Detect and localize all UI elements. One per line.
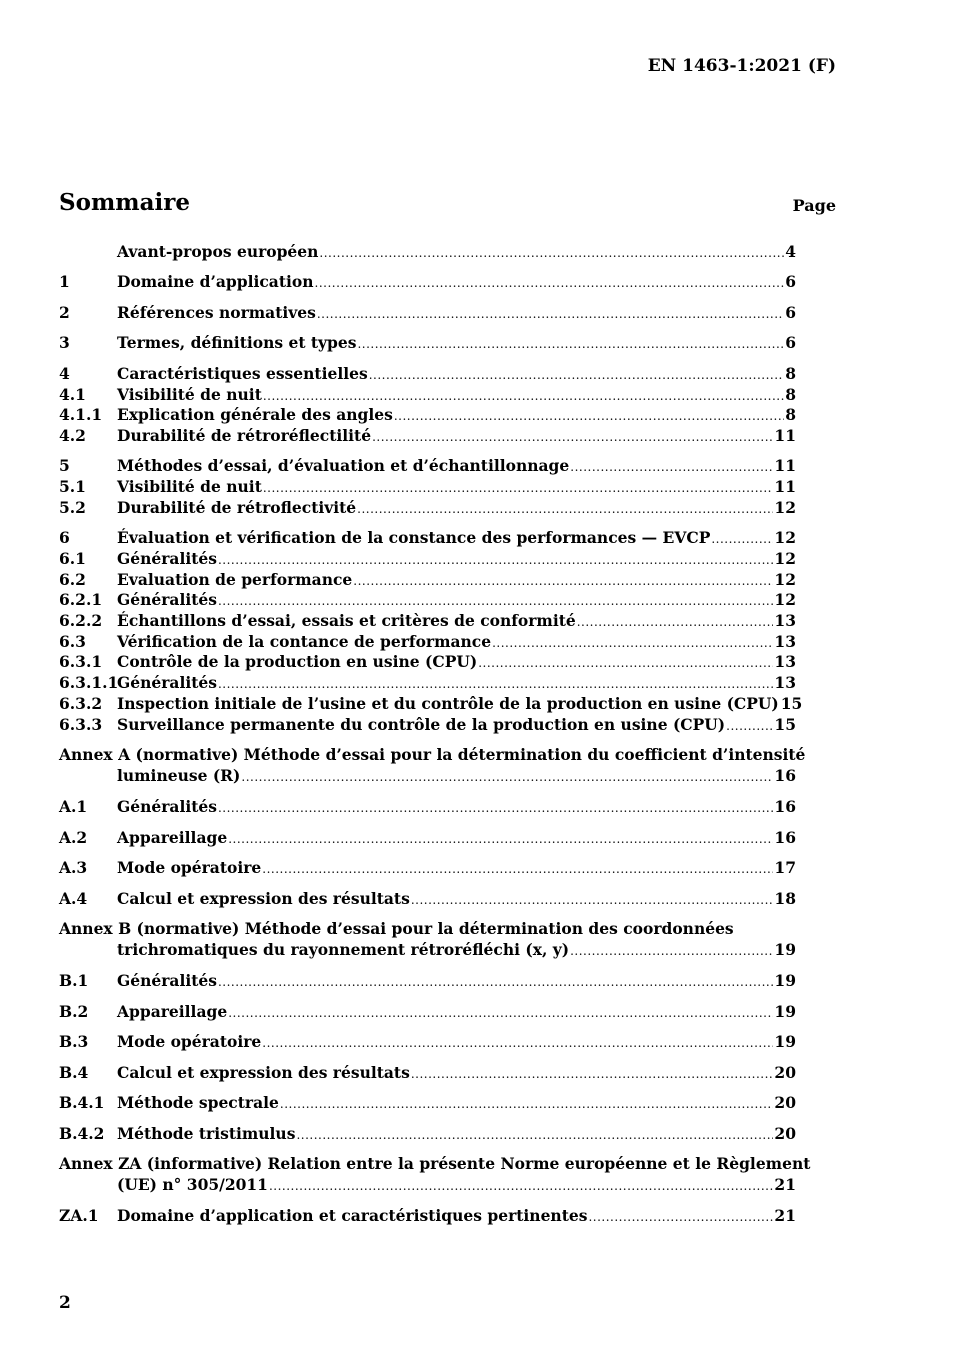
toc-annex-heading[interactable] bbox=[59, 745, 806, 787]
toc-entry[interactable] bbox=[59, 426, 796, 447]
toc-entry[interactable] bbox=[59, 828, 796, 849]
document-id: EN 1463-1:2021 (F) bbox=[647, 56, 836, 76]
toc-entry-number: 4.1 bbox=[59, 384, 86, 404]
toc-entry-number: B.4.2 bbox=[59, 1123, 105, 1143]
toc-entry-page: 16 bbox=[774, 827, 796, 847]
toc-entry-title: Durabilité de rétroflectivité bbox=[117, 497, 357, 517]
toc-entry[interactable] bbox=[59, 1032, 796, 1053]
toc-entry-title: Visibilité de nuit bbox=[117, 477, 262, 497]
toc-entry-number: 6.2.1 bbox=[59, 590, 103, 610]
dot-leader bbox=[218, 550, 773, 571]
toc-entry[interactable] bbox=[59, 858, 796, 879]
toc-entry[interactable] bbox=[59, 715, 796, 736]
dot-leader bbox=[218, 972, 773, 993]
toc-entry-title: Évaluation et vérification de la constance des performances — EVCP bbox=[117, 528, 711, 548]
dot-leader bbox=[372, 427, 773, 448]
toc-entry-page: 18 bbox=[774, 888, 796, 908]
toc-entry-title: Références normatives bbox=[117, 302, 316, 322]
toc-entry-number: 6.3.1.1 bbox=[59, 673, 119, 693]
toc-entry-title: Durabilité de rétroréflectilité bbox=[117, 426, 372, 445]
toc-entry-page: 11 bbox=[774, 426, 796, 445]
toc-entry[interactable] bbox=[59, 1124, 796, 1145]
dot-leader bbox=[269, 1176, 773, 1197]
toc-entry-page: 13 bbox=[774, 652, 796, 672]
dot-leader bbox=[357, 499, 773, 520]
dot-leader bbox=[492, 633, 773, 654]
toc-entry-number: B.1 bbox=[59, 971, 89, 991]
toc-entry-title: Domaine d’application bbox=[117, 272, 314, 292]
toc-entry-page: 13 bbox=[774, 673, 796, 693]
toc-entry[interactable] bbox=[59, 549, 796, 570]
dot-leader bbox=[588, 1207, 773, 1228]
toc-entry-page: 12 bbox=[774, 549, 796, 569]
toc-entry[interactable] bbox=[59, 797, 796, 818]
toc-entry[interactable] bbox=[59, 971, 796, 992]
dot-leader bbox=[296, 1125, 773, 1146]
toc-entry-number: A.2 bbox=[59, 827, 88, 847]
toc-entry-number: 6.1 bbox=[59, 549, 86, 569]
toc-entry[interactable] bbox=[59, 693, 803, 715]
dot-leader bbox=[353, 571, 773, 592]
toc-entry-page: 20 bbox=[774, 1093, 796, 1113]
dot-leader bbox=[726, 716, 773, 737]
toc-entry-title: Généralités bbox=[117, 590, 217, 610]
toc-entry[interactable] bbox=[59, 632, 796, 653]
toc-entry-page: 6 bbox=[785, 272, 796, 292]
annex-title-line2: lumineuse (R) bbox=[117, 765, 241, 785]
toc-entry-page: 12 bbox=[774, 590, 796, 610]
toc-entry[interactable] bbox=[59, 652, 796, 673]
dot-leader bbox=[218, 798, 773, 819]
toc-entry-page: 8 bbox=[785, 363, 796, 383]
toc-entry-number: 5.1 bbox=[59, 477, 86, 497]
toc-entry-page: 15 bbox=[780, 693, 803, 713]
dot-leader bbox=[319, 243, 784, 264]
toc-entry-number: ZA.1 bbox=[59, 1206, 99, 1226]
toc-entry-title: Appareillage bbox=[117, 1001, 228, 1021]
toc-entry-page: 11 bbox=[774, 456, 796, 476]
toc-entry-number: 1 bbox=[59, 272, 70, 292]
toc-entry[interactable] bbox=[59, 272, 796, 293]
page-number: 2 bbox=[59, 1293, 71, 1313]
toc-entry-number: 3 bbox=[59, 333, 70, 353]
toc-entry-title: Généralités bbox=[117, 673, 217, 693]
dot-leader bbox=[478, 653, 773, 674]
toc-entry-page: 16 bbox=[774, 765, 796, 785]
dot-leader bbox=[218, 674, 773, 695]
toc-entry-page: 21 bbox=[774, 1206, 796, 1226]
dot-leader bbox=[711, 529, 773, 550]
toc-entry[interactable] bbox=[59, 242, 796, 263]
toc-entry-title: Calcul et expression des résultats bbox=[117, 888, 410, 908]
dot-leader bbox=[315, 273, 785, 294]
dot-leader bbox=[357, 334, 784, 355]
dot-leader bbox=[262, 1033, 773, 1054]
toc-entry-page: 16 bbox=[774, 797, 796, 817]
toc-entry[interactable] bbox=[59, 590, 796, 611]
toc-entry-title: Vérification de la contance de performance bbox=[117, 631, 492, 651]
toc-entry-number: 4 bbox=[59, 363, 70, 383]
toc-entry[interactable] bbox=[59, 477, 796, 498]
toc-entry-page: 6 bbox=[785, 333, 796, 353]
toc-entry-page: 21 bbox=[774, 1174, 796, 1194]
table-of-contents bbox=[59, 242, 811, 1227]
dot-leader bbox=[262, 859, 773, 880]
toc-entry-title: Mode opératoire bbox=[117, 1032, 262, 1052]
toc-entry-title: Caractéristiques essentielles bbox=[117, 363, 368, 383]
toc-entry-number: A.1 bbox=[59, 797, 88, 817]
annex-title-line1: Annex A (normative) Méthode d’essai pour la détermination du coefficient d’intensité bbox=[59, 745, 806, 765]
toc-entry-number: 6.3 bbox=[59, 631, 86, 651]
toc-entry-number: 6 bbox=[59, 528, 70, 548]
toc-entry[interactable] bbox=[59, 405, 796, 426]
toc-title: Sommaire bbox=[59, 189, 191, 216]
toc-entry[interactable] bbox=[59, 673, 796, 694]
toc-entry[interactable] bbox=[59, 385, 796, 406]
toc-entry-title: Inspection initiale de l’usine et du contrôle de la production en usine (CPU) bbox=[117, 693, 779, 713]
toc-entry-page: 12 bbox=[774, 528, 796, 548]
toc-entry-page: 19 bbox=[774, 971, 796, 991]
toc-entry[interactable] bbox=[59, 498, 796, 519]
toc-entry-title: Généralités bbox=[117, 549, 217, 569]
dot-leader bbox=[411, 1064, 774, 1085]
toc-entry-page: 8 bbox=[785, 384, 796, 404]
toc-entry-number: B.4 bbox=[59, 1062, 89, 1082]
dot-leader bbox=[280, 1094, 774, 1115]
toc-entry-number: B.2 bbox=[59, 1001, 89, 1021]
toc-entry-page: 20 bbox=[774, 1062, 796, 1082]
toc-annex-heading[interactable] bbox=[59, 1154, 811, 1196]
toc-entry-title: Méthodes d’essai, d’évaluation et d’échantillonnage bbox=[117, 456, 570, 476]
toc-entry-title: Evaluation de performance bbox=[117, 569, 353, 589]
dot-leader bbox=[263, 386, 784, 407]
dot-leader bbox=[218, 591, 773, 612]
toc-entry-title: Surveillance permanente du contrôle de la production en usine (CPU) bbox=[117, 714, 726, 734]
toc-entry-page: 19 bbox=[774, 1001, 796, 1021]
toc-entry[interactable] bbox=[59, 364, 796, 385]
toc-entry[interactable] bbox=[59, 611, 796, 632]
toc-annex-heading[interactable] bbox=[59, 919, 796, 961]
toc-entry-title: Généralités bbox=[117, 971, 217, 991]
toc-entry[interactable] bbox=[59, 528, 796, 549]
toc-entry-title: Calcul et expression des résultats bbox=[117, 1062, 410, 1082]
toc-entry[interactable] bbox=[59, 889, 796, 910]
toc-entry-title: Termes, définitions et types bbox=[117, 333, 357, 353]
toc-entry[interactable] bbox=[59, 303, 796, 324]
toc-entry-number: 4.1.1 bbox=[59, 405, 103, 425]
toc-entry-title: Méthode tristimulus bbox=[117, 1123, 296, 1143]
toc-entry-page: 12 bbox=[774, 569, 796, 589]
dot-leader bbox=[570, 457, 773, 478]
toc-entry-title: Appareillage bbox=[117, 827, 228, 847]
toc-entry-page: 4 bbox=[785, 242, 796, 261]
dot-leader bbox=[228, 829, 773, 850]
toc-entry-page: 6 bbox=[785, 302, 796, 322]
toc-entry-title: Contrôle de la production en usine (CPU) bbox=[117, 652, 478, 672]
toc-entry-page: 19 bbox=[774, 939, 796, 959]
toc-entry-number: 2 bbox=[59, 302, 70, 322]
toc-entry-page: 11 bbox=[774, 477, 796, 497]
dot-leader bbox=[241, 767, 773, 788]
toc-entry-page: 12 bbox=[774, 497, 796, 517]
dot-leader bbox=[394, 406, 784, 427]
toc-entry-title: Domaine d’application et caractéristiques pertinentes bbox=[117, 1206, 588, 1226]
toc-entry[interactable] bbox=[59, 1093, 796, 1114]
toc-entry-number: 6.3.3 bbox=[59, 714, 103, 734]
toc-entry-number: A.4 bbox=[59, 888, 88, 908]
toc-entry-number: 5 bbox=[59, 456, 70, 476]
toc-entry-page: 13 bbox=[774, 611, 796, 631]
annex-title-line2: trichromatiques du rayonnement rétroréfléchi (x, y) bbox=[117, 939, 570, 959]
toc-entry-page: 20 bbox=[774, 1123, 796, 1143]
toc-entry[interactable] bbox=[59, 1063, 796, 1084]
toc-entry-number: 6.3.2 bbox=[59, 693, 103, 713]
dot-leader bbox=[570, 941, 773, 962]
toc-entry-number: A.3 bbox=[59, 858, 88, 878]
toc-entry[interactable] bbox=[59, 570, 796, 591]
annex-title-line1: Annex ZA (informative) Relation entre la présente Norme européenne et le Règlement bbox=[59, 1154, 811, 1174]
toc-entry-title: Méthode spectrale bbox=[117, 1093, 279, 1113]
toc-entry-number: 4.2 bbox=[59, 426, 86, 445]
dot-leader bbox=[369, 365, 785, 386]
toc-entry-number: B.4.1 bbox=[59, 1093, 105, 1113]
toc-entry-number: 6.2.2 bbox=[59, 611, 103, 631]
dot-leader bbox=[577, 612, 774, 633]
toc-entry-page: 19 bbox=[774, 1032, 796, 1052]
toc-entry-number: 6.3.1 bbox=[59, 652, 103, 672]
toc-entry[interactable] bbox=[59, 1002, 796, 1023]
dot-leader bbox=[228, 1003, 773, 1024]
toc-entry-title: Avant-propos européen bbox=[117, 242, 319, 261]
toc-entry-page: 15 bbox=[774, 714, 796, 734]
toc-entry[interactable] bbox=[59, 456, 796, 477]
toc-entry-page: 13 bbox=[774, 631, 796, 651]
dot-leader bbox=[317, 304, 784, 325]
toc-entry-title: Mode opératoire bbox=[117, 858, 262, 878]
page-column-label: Page bbox=[792, 196, 836, 215]
annex-title-line1: Annex B (normative) Méthode d’essai pour la détermination des coordonnées bbox=[59, 919, 734, 939]
toc-entry-number: 5.2 bbox=[59, 497, 86, 517]
toc-entry[interactable] bbox=[59, 333, 796, 354]
toc-entry-page: 17 bbox=[774, 858, 796, 878]
toc-entry-page: 8 bbox=[785, 405, 796, 425]
dot-leader bbox=[411, 890, 774, 911]
toc-entry-number: B.3 bbox=[59, 1032, 89, 1052]
toc-entry-number: 6.2 bbox=[59, 569, 86, 589]
dot-leader bbox=[263, 478, 774, 499]
toc-entry-title: Explication générale des angles bbox=[117, 405, 393, 425]
toc-entry[interactable] bbox=[59, 1206, 796, 1227]
toc-entry-title: Généralités bbox=[117, 797, 217, 817]
toc-entry-title: Visibilité de nuit bbox=[117, 384, 262, 404]
toc-entry-title: Échantillons d’essai, essais et critères de conformité bbox=[117, 611, 576, 631]
annex-title-line2: (UE) n° 305/2011 bbox=[117, 1174, 268, 1194]
